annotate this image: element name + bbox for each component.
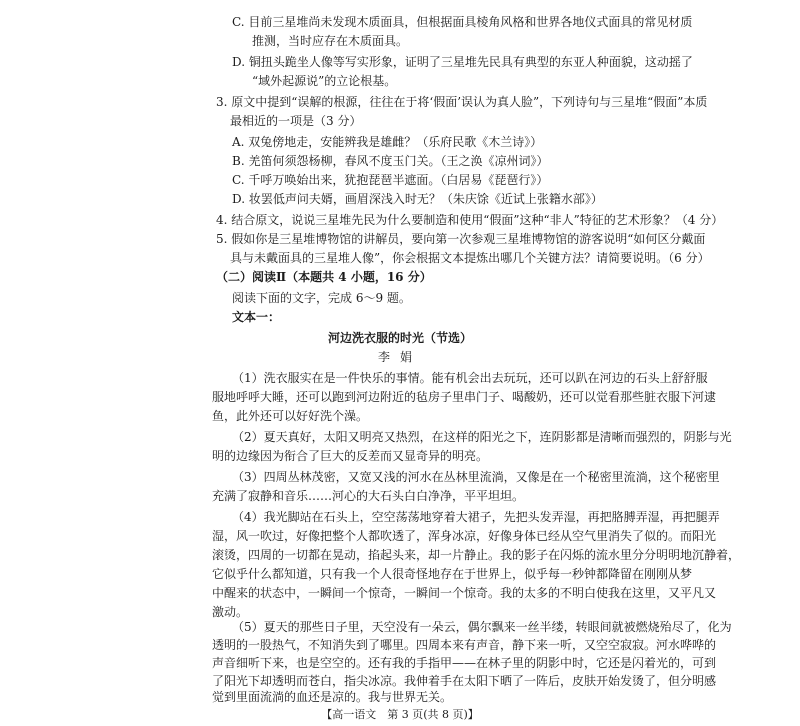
question-3-option-a: A. 双兔傍地走，安能辨我是雄雌？（乐府民歌《木兰诗》）	[232, 135, 543, 149]
article-author: 李娟	[377, 350, 422, 364]
question-3-option-d: D. 妆罢低声问夫婿，画眉深浅入时无？（朱庆馀《近试上张籍水部》）	[232, 192, 603, 206]
para-5-line2: 透明的一股热气，不知消失到了哪里。四周本来有声音，静下来一听，又空空寂寂。河水哗哗的	[212, 638, 717, 652]
question-3-line1: 3. 原文中提到“误解的根源，往往在于将‘假面’误认为真人脸”，下列诗句与三星堆“假面”本质	[216, 95, 708, 109]
para-2-line1: （2）夏天真好，太阳又明亮又热烈，在这样的阳光之下，连阴影都是清晰而强烈的，阴影与光	[232, 430, 732, 444]
para-1-line1: （1）洗衣服实在是一件快乐的事情。能有机会出去玩玩，还可以趴在河边的石头上舒舒服	[232, 371, 708, 385]
article-title: 河边洗衣服的时光（节选）	[327, 331, 472, 345]
question-3-line2: 最相近的一项是（3 分）	[230, 114, 362, 128]
para-1-line2: 服地呼呼大睡，还可以跑到河边附近的毡房子里串门子、喝酸奶，还可以觉看那些脏衣服下河逮	[212, 390, 717, 404]
para-5-line4: 了阳光下却透明而苍白，指尖冰凉。我伸着手在太阳下晒了一阵后，皮肤开始发烫了，但分明感	[212, 674, 717, 688]
para-4-line5: 中醒来的状态中，一瞬间一个惊奇，一瞬间一个惊奇。我的太多的不明白使我在这里，又平凡又	[212, 586, 717, 600]
para-2-line2: 明的边缘因为衔合了巨大的反差而又显奇异的明亮。	[212, 449, 489, 463]
question-3-option-b: B. 羌笛何须怨杨柳，春风不度玉门关。（王之涣《凉州词》）	[232, 154, 549, 168]
para-5-line5: 觉到里面流淌的血还是凉的。我与世界无关。	[212, 690, 453, 704]
question-3-option-c: C. 千呼万唤始出来，犹抱琵琶半遮面。（白居易《琵琶行》）	[232, 173, 549, 187]
para-4-line4: 它似乎什么都知道，只有我一个人很奇怪地存在于世界上，似乎每一秒钟都降留在刚刚从梦	[212, 567, 693, 581]
option-d-line1: D. 铜扭头跪坐人像等写实形象，证明了三星堆先民具有典型的东亚人种面貌，这动摇了	[232, 55, 693, 69]
para-4-line2: 湿，风一吹过，好像把整个人都吹透了，浑身冰凉，好像身体已经从空气里消失了似的。而阳光	[212, 529, 717, 543]
text-one-label: 文本一：	[232, 310, 281, 324]
question-5-line1: 5. 假如你是三星堆博物馆的讲解员，要向第一次参观三星堆博物馆的游客说明“如何区分戴面	[216, 232, 706, 246]
para-3-line1: （3）四周丛林茂密，又宽又浅的河水在丛林里流淌，又像是在一个秘密里流淌，这个秘密里	[232, 470, 720, 484]
page-footer: 【高一语文 第 3 页(共 8 页)】	[321, 708, 479, 721]
question-5-line2: 具与未戴面具的三星堆人像”，你会根据文本提炼出哪几个关键方法？请简要说明。（6 分）	[230, 251, 710, 265]
para-5-line1: （5）夏天的那些日子里，天空没有一朵云，偶尔飘来一丝半缕，转眼间就被燃烧殆尽了，化为	[232, 620, 732, 634]
option-c-line2: 推测，当时应存在木质面具。	[252, 34, 409, 48]
para-4-line1: （4）我光脚站在石头上，空空荡荡地穿着大裙子，先把头发弄湿，再把胳膊弄湿，再把腿弄	[232, 510, 720, 524]
para-1-line3: 鱼，此外还可以好好洗个澡。	[212, 409, 369, 423]
para-5-line3: 声音细听下来，也是空空的。还有我的手指甲——在林子里的阴影中时，它还是闪着光的，可到	[212, 656, 717, 670]
para-4-line3: 滚烫，四周的一切都在晃动，掐起头来，却一片静止。我的影子在闪烁的流水里分分明明地沉静着，	[212, 548, 741, 562]
section-instruction: 阅读下面的文字，完成 6～9 题。	[232, 291, 411, 305]
para-4-line6: 激动。	[212, 605, 249, 619]
section-heading: （二）阅读Ⅱ（本题共 4 小题，16 分）	[216, 270, 432, 284]
question-4: 4. 结合原文，说说三星堆先民为什么要制造和使用“假面”这种“非人”特征的艺术形象？（4 分）	[216, 213, 724, 227]
option-d-line2: “域外起源说”的立论根基。	[252, 74, 397, 88]
para-3-line2: 充满了寂静和音乐……河心的大石头白白净净，平平坦坦。	[212, 489, 525, 503]
option-c-line1: C. 目前三星堆尚未发现木质面具，但根据面具棱角风格和世界各地仪式面具的常见材质	[232, 15, 693, 29]
